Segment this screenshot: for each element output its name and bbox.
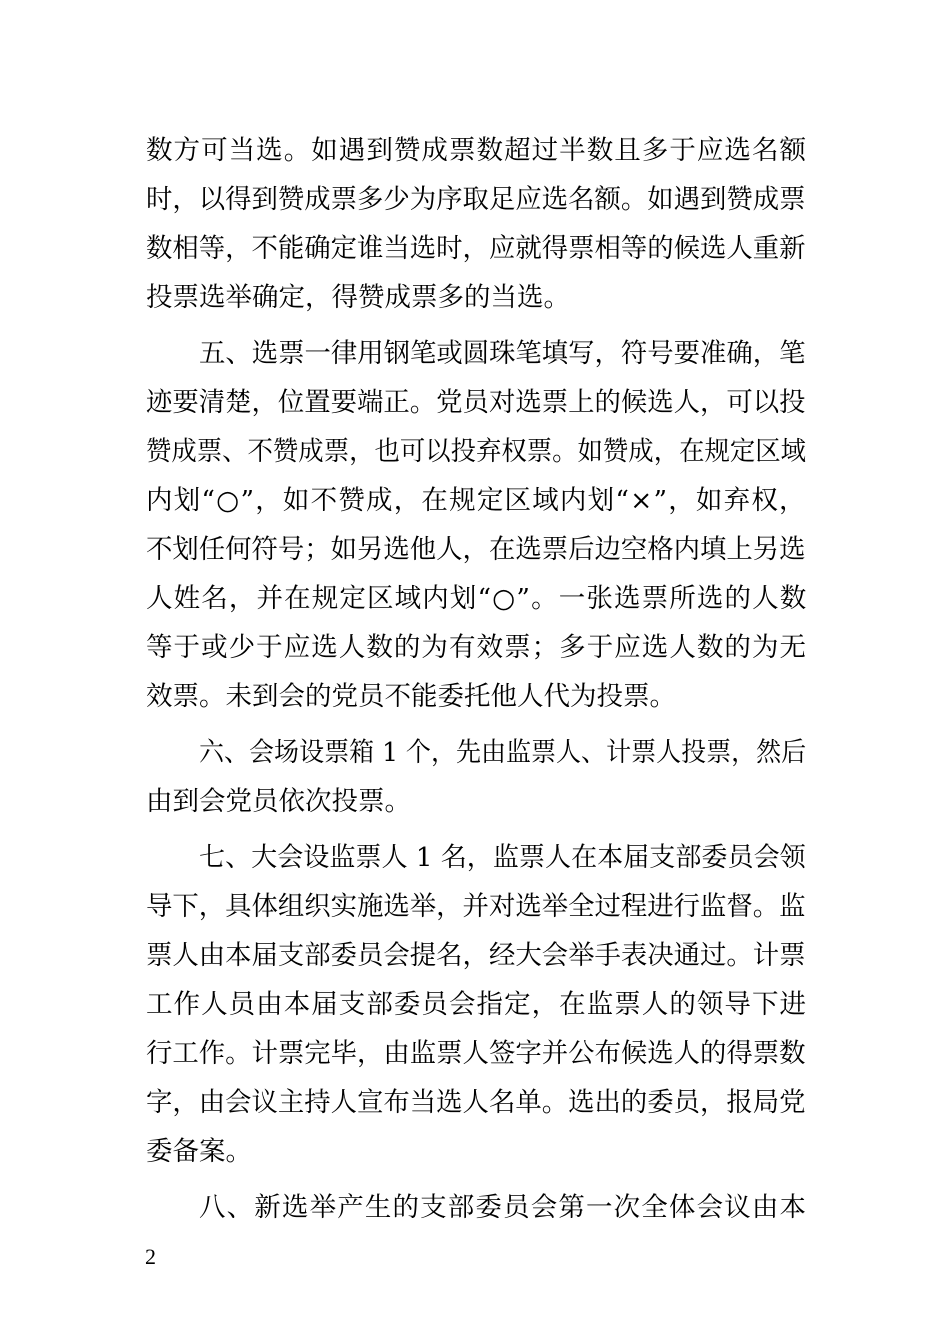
text-line [146, 623, 806, 672]
line-text: 人姓名，并在规定区域内划“○”。一张选票所选的人数 [146, 583, 808, 614]
line-text: 七、大会设监票人 1 名，监票人在本届支部委员会领 [199, 842, 806, 873]
line-text: 效票。未到会的党员不能委托他人代为投票。 [146, 681, 676, 712]
line-text: 时，以得到赞成票多少为序取足应选名额。如遇到赞成票 [146, 184, 806, 215]
text-line [146, 574, 806, 623]
text-line [146, 126, 806, 175]
text-line [146, 777, 806, 826]
text-line [146, 1127, 806, 1176]
line-text: 行工作。计票完毕，由监票人签字并公布候选人的得票数 [146, 1038, 806, 1069]
paragraph-item-8 [146, 1183, 806, 1232]
text-line [146, 931, 806, 980]
line-text: 由到会党员依次投票。 [146, 786, 411, 817]
text-line [146, 427, 806, 476]
line-text: 不划任何符号；如另选他人，在选票后边空格内填上另选 [146, 534, 806, 565]
line-text: 等于或少于应选人数的为有效票；多于应选人数的为无 [146, 632, 808, 663]
paragraph-item-5 [146, 329, 806, 721]
line-text: 数相等，不能确定谁当选时，应就得票相等的候选人重新 [146, 233, 806, 264]
line-text: 六、会场设票箱 1 个，先由监票人、计票人投票，然后 [199, 737, 807, 768]
line-text: 赞成票、不赞成票，也可以投弃权票。如赞成，在规定区域 [146, 436, 806, 467]
text-line [146, 273, 806, 322]
text-line [146, 329, 806, 378]
text-line [146, 175, 806, 224]
line-text: 票人由本届支部委员会提名，经大会举手表决通过。计票 [146, 940, 806, 971]
line-text: 导下，具体组织实施选举，并对选举全过程进行监督。监 [146, 891, 806, 922]
paragraph-continuation [146, 126, 806, 322]
text-line [146, 882, 806, 931]
text-line [146, 728, 806, 777]
text-line [146, 833, 806, 882]
document-body [146, 126, 806, 1232]
line-text: 字，由会议主持人宣布当选人名单。选出的委员，报局党 [146, 1087, 806, 1118]
paragraph-item-6 [146, 728, 806, 826]
line-text: 工作人员由本届支部委员会指定，在监票人的领导下进 [146, 989, 808, 1020]
text-line [146, 525, 806, 574]
text-line [146, 224, 806, 273]
line-text: 内划“○”，如不赞成，在规定区域内划“×”，如弃权， [146, 485, 807, 516]
line-text: 数方可当选。如遇到赞成票数超过半数且多于应选名额 [146, 135, 808, 166]
text-line [146, 1183, 806, 1232]
text-line [146, 476, 806, 525]
line-text: 八、新选举产生的支部委员会第一次全体会议由本 [199, 1192, 808, 1223]
paragraph-item-7 [146, 833, 806, 1176]
line-text: 迹要清楚，位置要端正。党员对选票上的候选人，可以投 [146, 387, 806, 418]
line-text: 委备案。 [146, 1136, 252, 1167]
text-line [146, 980, 806, 1029]
text-line [146, 1078, 806, 1127]
text-line [146, 672, 806, 721]
page-number: 2 [145, 1244, 156, 1269]
line-text: 五、选票一律用钢笔或圆珠笔填写，符号要准确，笔 [199, 338, 806, 369]
text-line [146, 1029, 806, 1078]
text-line [146, 378, 806, 427]
line-text: 投票选举确定，得赞成票多的当选。 [146, 282, 570, 313]
